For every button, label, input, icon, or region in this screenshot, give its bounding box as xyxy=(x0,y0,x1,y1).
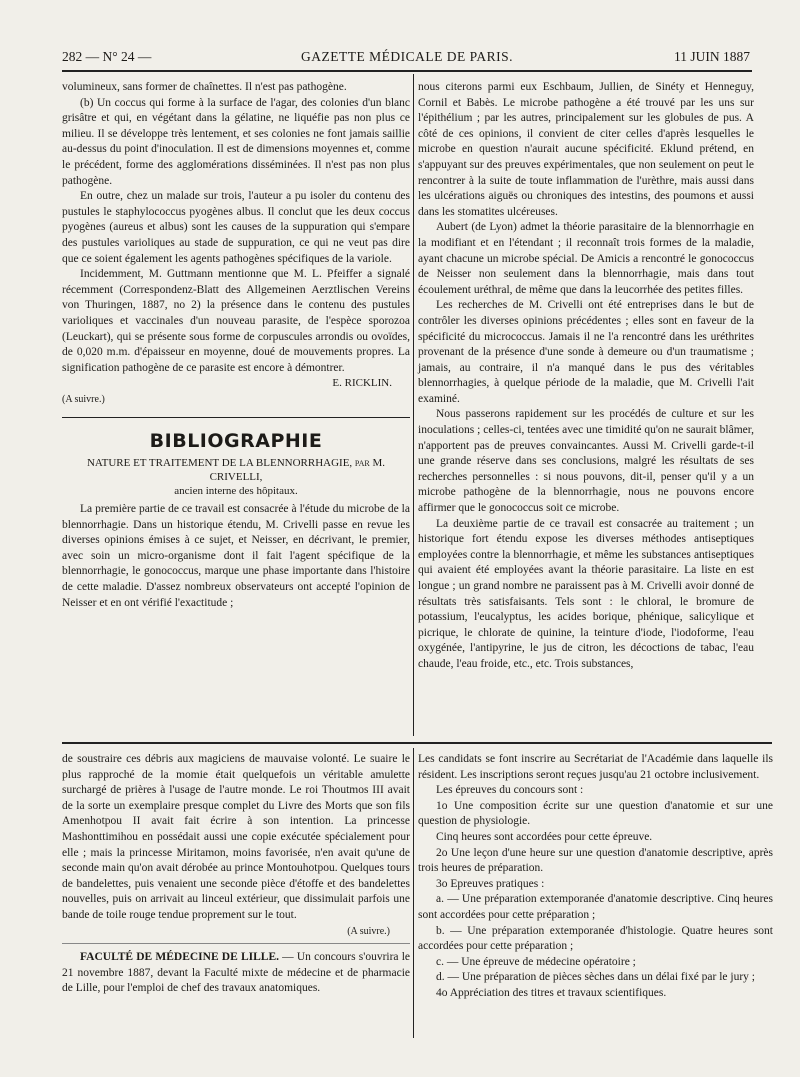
column-right-top xyxy=(418,80,754,730)
page-number: 282 — N° 24 — xyxy=(62,49,152,64)
paragraph: (b) Un coccus qui forme à la surface de l'agar, des colonies d'un blanc grisâtre et qui, en végétant dans la gélatine, ne liquéfie pas non plus ce milieu. Il se développe très lentement, et ses colonies ne font jamais saillie au-dessus du point d'inoculation. Il est de dimensions moyennes et, comme le précédent, forme des agglomérations disséminées. Il n'est pas non plus pathogène. xyxy=(62,96,410,187)
paragraph: Aubert (de Lyon) admet la théorie parasitaire de la blennorrhagie en la modifiant et en l'étendant ; il reconnaît trois formes de la maladie, ayant chacune un microbe spécial. De Amicis a rencontré le gonococcus de Neisser non seulement dans la blennorrhagie, mais dans tout écoulement uréthral, de même que dans la leucorrhée des petites filles. xyxy=(418,221,754,296)
column-left-top xyxy=(62,80,410,730)
paragraph: Nous passerons rapidement sur les procédés de culture et sur les inoculations ; celles-ci, tentées avec une timidité qu'on ne saurait blâmer, n'apportent pas de preuves convaincantes. Aussi M. Crivelli garde-t-il une grande réserve dans ses conclusions, malgré les résultats de ses recherches personnelles : si nous pouvons, dit-il, penser qu'il y a un microbe pathogène de la blennorrhagie, nous ne pouvons encore affirmer que le gonococcus soit ce microbe. xyxy=(418,408,754,515)
continued-note: (A suivre.) xyxy=(347,925,390,937)
item-separator xyxy=(62,943,410,944)
paragraph: 1o Une composition écrite sur une question d'anatomie et sur une question de physiologie. xyxy=(418,799,773,828)
announcement-title: FACULTÉ DE MÉDECINE DE LILLE. xyxy=(80,951,279,964)
paragraph: Incidemment, M. Guttmann mentionne que M. L. Pfeiffer a signalé récemment (Correspondenz-Blatt des Allgemeinen Aerztlischen Vereins von Thuringen, 1887, no 2) la présence dans le contenu des pustules varioliques et vaccinales d'un nouveau parasite, de l'espèce sporozoa (Leuckart), qui se présente sous forme de corpuscules arrondis ou ovoïdes, de 0,020 m.m. d'épaisseur en moyenne, doué de mouvements propres. La signification pathogène de ce parasite est encore à démontrer. xyxy=(62,268,410,374)
author-credential: ancien interne des hôpitaux. xyxy=(174,485,298,498)
paragraph: de soustraire ces débris aux magiciens de mauvaise volonté. Le suaire le plus rapproché de la momie était quelquefois un véritable amulette surchargé de prières à l'usage de l'autre monde. Le roi Thoutmos III avait de la sorte un exemplaire presque complet du Livre des Morts que son fils Amenhotpou II avait fait écrire à son intention. La princesse Mashonttimihou en possédait aussi une copie exécutée spécialement pour elle ; mais la princesse Miritamon, moins favorisée, n'en avait qu'une de seconde main qu'on avait dérobée au prince Montouhotpou. Quelques tours de bandelettes, puis venaient une seconde pièce d'étoffe et des bandelettes nouvelles, puis on arrivait au linceul extérieur, que dissimulait parfois une bande de toile rouge tendue proprement sur le tout. xyxy=(62,753,410,921)
paragraph: 3o Epreuves pratiques : xyxy=(436,877,545,890)
paragraph: c. — Une épreuve de médecine opératoire ; xyxy=(436,955,636,968)
column-divider-top xyxy=(413,74,414,736)
bibliography-heading: BIBLIOGRAPHIE xyxy=(149,430,323,453)
continued-note: (A suivre.) xyxy=(62,393,105,405)
paragraph: 4o Appréciation des titres et travaux scientifiques. xyxy=(436,986,667,999)
paragraph: d. — Une préparation de pièces sèches dans un délai fixé par le jury ; xyxy=(436,971,756,984)
announcement-text: — Un concours s'ouvrira le 21 novembre 1887, devant la Faculté mixte de médecine et de pharmacie de Lille, pour l'emploi de chef des travaux anatomiques. xyxy=(62,951,411,995)
author-signature: E. RICKLIN. xyxy=(332,377,392,390)
bibliography-subtitle xyxy=(62,456,410,498)
page-header xyxy=(62,44,752,72)
paragraph: La première partie de ce travail est consacrée à l'étude du microbe de la blennorrhagie. Dans un historique étendu, M. Crivelli passe en revue les diverses opinions émises à ce sujet, et Neisser, en décrivant, le premier, avec soin un micro-organisme dont il fait l'agent spécifique de la blennorrhagie, le gonococcus, marque une phase importante dans l'histoire de cette maladie. D'assez nombreux observateurs ont accepté l'opinion de Neisser et en ont vérifié l'exactitude ; xyxy=(62,503,410,609)
paragraph: Les épreuves du concours sont : xyxy=(436,784,584,797)
column-left-bottom xyxy=(62,752,410,1032)
announcement-paragraph xyxy=(62,950,410,997)
paragraph: Les candidats se font inscrire au Secrétariat de l'Académie dans laquelle ils résident. Les inscriptions seront reçues jusqu'au 21 octobre inclusivement. xyxy=(418,753,773,781)
paragraph: b. — Une préparation extemporanée d'histologie. Quatre heures sont accordées pour cette préparation ; xyxy=(418,924,773,953)
paragraph: volumineux, sans former de chaînettes. Il n'est pas pathogène. xyxy=(62,81,347,93)
paragraph: nous citerons parmi eux Eschbaum, Jullien, de Sinéty et Henneguy, Cornil et Babès. Le microbe pathogène a été trouvé par les uns sur l'épithélium ; par les autres, principalement sur les globules de pus. A côté de ces opinions, il convient de citer celles d'après lesquelles le microbe en question n'aurait aucune spécificité. Eklund prétend, en s'appuyant sur des preuves expérimentales, que non seulement on peut le rencontrer à la suite de toute inflammation de l'urèthre, mais aussi dans les ulcérations aiguës ou chroniques des intestins, des poumons et aussi dans les stomatites ulcéreuses. xyxy=(418,81,754,218)
section-divider xyxy=(62,742,772,744)
paragraph: 2o Une leçon d'une heure sur une question d'anatomie descriptive, après trois heures de préparation. xyxy=(418,846,773,875)
paragraph: Les recherches de M. Crivelli ont été entreprises dans le but de contrôler les diverses opinions précédentes ; elles sont en faveur de la spécificité du micrococcus. Jamais il ne l'a rencontré dans les uréthrites provenant de la présence d'une sonde à demeure ou d'un traumatisme ; jamais, au contraire, il n'a manqué dans le pus des véritables blennorrhagies, à quelque période de la maladie, que M. Crivelli l'ait examiné. xyxy=(418,299,754,405)
column-divider-bottom xyxy=(413,748,414,1038)
article-separator xyxy=(62,417,410,418)
book-title: NATURE ET TRAITEMENT DE LA BLENNORRHAGIE, par M. CRIVELLI, xyxy=(86,457,386,484)
paragraph: Cinq heures sont accordées pour cette épreuve. xyxy=(436,830,653,843)
issue-date: 11 JUIN 1887 xyxy=(674,49,750,64)
paragraph: La deuxième partie de ce travail est consacrée au traitement ; un historique fort étendu expose les diverses méthodes antiseptiques employées contre la blennorrhagie, et même les substances antiseptiques qui avaient été employées avant la théorie parasitaire. La liste en est longue ; un grand nombre ne paraissent pas à M. Crivelli avoir donné de résultats très satisfaisants. Tels sont : le chloral, le bromure de potassium, l'eucalyptus, les acides borique, phénique, salicylique et picrique, le chlorate de quinine, la teinture d'iode, l'iodoforme, l'eau oxygénée, l'antipyrine, le jus de citron, les décoctions de tabac, l'eau chaude, l'eau froide, etc., etc. Trois substances, xyxy=(418,517,754,670)
journal-title: GAZETTE MÉDICALE DE PARIS. xyxy=(301,49,513,64)
column-right-bottom xyxy=(418,752,773,1032)
paragraph: En outre, chez un malade sur trois, l'auteur a pu isoler du contenu des pustules le staphylococcus pyogènes albus. Il conclut que les deux coccus pyogènes (aureus et albus) sont les causes de la suppuration qui s'empare des pustules varioliques au stade de suppuration, ce qui ne veut pas dire que ce soient également les agents pathogènes spécifiques de la variole. xyxy=(62,190,410,265)
paragraph: a. — Une préparation extemporanée d'anatomie descriptive. Cinq heures sont accordées pour cette préparation ; xyxy=(418,893,773,921)
